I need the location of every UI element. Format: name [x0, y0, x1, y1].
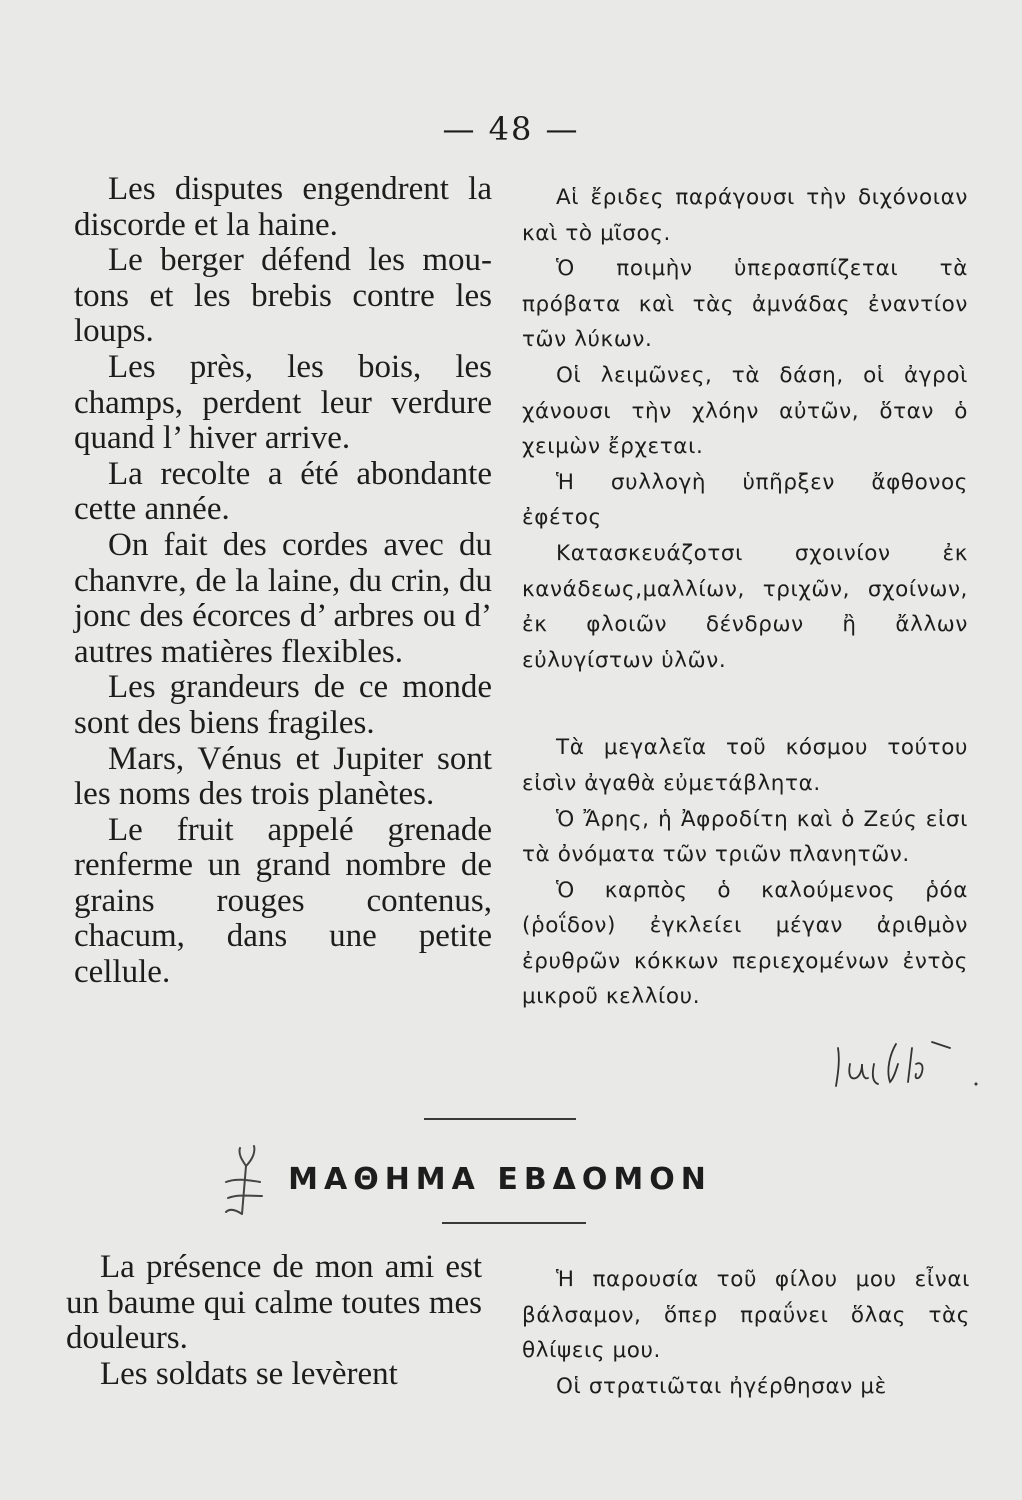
greek-sentence: Οἱ στρατιῶται ἠγέρθησαν μὲ: [556, 1373, 887, 1399]
french-sentence: Les soldats se levèrent: [100, 1355, 398, 1392]
greek-sentence: Οἱ λειμῶνες, τὰ δάση, οἱ ἀγροὶ χάνουσι τὴν χλόην αὐτῶν, ὅταν ὁ χειμὼν ἔρχεται.: [522, 362, 968, 460]
greek-sentence: Ὁ καρπὸς ὁ καλούμενος ῥόα (ῥοΐδον) ἐγκλείει μέγαν ἀριθμὸν ἐρυθρῶν κόκκων περιεχομένων ἐντὸς μικροῦ κελλίου.: [522, 877, 968, 1010]
french-sentence: Les près, les bois, les champs, perdent leur verdure quand l’ hiver arrive.: [74, 348, 492, 457]
greek-sentence: Τὰ μεγαλεῖα τοῦ κόσμου τούτου εἰσὶν ἀγαθὰ εὐμετάβλητα.: [522, 735, 968, 796]
french-sentence: Le fruit appelé grenade renferme un grand nombre de grains rouges contenus, chacum, dans une petite cellule.: [74, 811, 492, 991]
greek-text-top: [522, 180, 968, 1015]
french-sentence: La recolte a été abondante cette année.: [74, 455, 492, 528]
french-text-bottom: [66, 1250, 482, 1392]
lesson-heading: ΜΑΘΗΜΑ ΕΒΔΟΜΟΝ: [288, 1162, 712, 1197]
divider-rule: [424, 1118, 576, 1120]
greek-sentence: Ὁ ποιμὴν ὑπερασπίζεται τὰ πρόβατα καὶ τὰς ἀμνάδας ἐναντίον τῶν λύκων.: [522, 256, 968, 353]
greek-text-bottom: [522, 1262, 970, 1404]
greek-sentence: Ἡ παρουσία τοῦ φίλου μου εἶναι βάλσαμον, ὅπερ πραΰνει ὅλας τὰς θλίψεις μου.: [522, 1267, 970, 1364]
french-sentence: Le berger défend les moutons et les brebis contre les loups.: [74, 242, 492, 350]
french-sentence: Les disputes engendrent la discorde et la haine.: [74, 171, 492, 243]
french-sentence: La présence de mon ami est un baume qui calme toutes mes douleurs.: [66, 1249, 482, 1357]
french-sentence: Les grandeurs de ce monde sont des biens fragiles.: [74, 669, 492, 741]
handwritten-signature: [826, 1034, 986, 1094]
greek-sentence: Ἡ συλλογὴ ὑπῆρξεν ἄφθονος ἐφέτος: [522, 469, 968, 531]
greek-sentence: Ὁ Ἄρης, ἡ Ἀφροδίτη καὶ ὁ Ζεύς εἰσι τὰ ὀνόματα τῶν τριῶν πλανητῶν.: [522, 806, 968, 868]
french-sentence: On fait des cordes avec du chanvre, de la laine, du crin, du jonc des écorces d’ arbres ou d’ autres matières flexibles.: [74, 526, 492, 670]
page-number: — 48 —: [442, 110, 580, 148]
french-sentence: Mars, Vénus et Jupiter sont les noms des trois planètes.: [74, 740, 492, 813]
french-text-top: [74, 172, 492, 991]
greek-sentence: Αἱ ἔριδες παράγουσι τὴν διχόνοιαν καὶ τὸ μῖσος.: [522, 185, 968, 246]
divider-rule: [442, 1222, 586, 1224]
greek-sentence: Κατασκευάζοτσι σχοινίον ἐκ κανάδεως,μαλλίων, τριχῶν, σχοίνων, ἐκ φλοιῶν δένδρων ἢ ἄλλων εὐλυγίστων ὑλῶν.: [522, 540, 968, 673]
